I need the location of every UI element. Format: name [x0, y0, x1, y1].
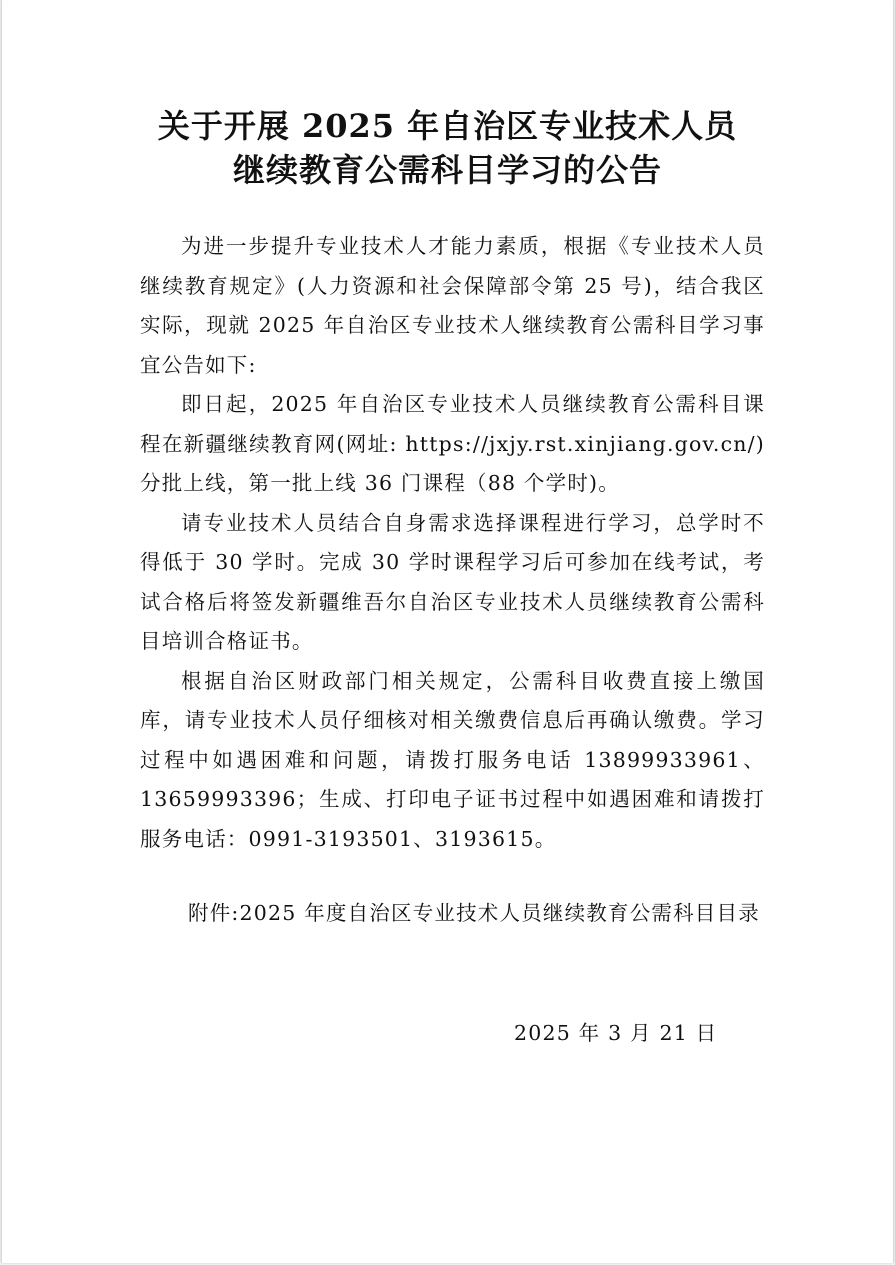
document-title	[2, 104, 893, 192]
attachment-text: 2025 年度自治区专业技术人员继续教育公需科目目录	[239, 901, 760, 925]
document-date: 2025 年 3 月 21 日	[514, 1021, 718, 1045]
paragraph-intro: 为进一步提升专业技术人才能力素质，根据《专业技术人员继续教育规定》(人力资源和社会保障部令第 25 号)，结合我区实际，现就 2025 年自治区专业技术人继续教育公需科目学习事宜公告如下:	[140, 234, 765, 377]
attachment-note	[188, 894, 768, 934]
document-page	[1, 0, 894, 1263]
document-body	[140, 227, 765, 859]
paragraph-payment-contact: 根据自治区财政部门相关规定，公需科目收费直接上缴国库，请专业技术人员仔细核对相关缴费信息后再确认缴费。学习过程中如遇困难和问题，请拨打服务电话 13899933961、13659993396；生成、打印电子证书过程中如遇困难和请拨打服务电话：0991-3193501、3193615。	[140, 668, 765, 851]
title-line-2: 继续教育公需科目学习的公告	[232, 151, 662, 189]
attachment-label: 附件:	[188, 901, 240, 925]
title-line-1: 关于开展 2025 年自治区专业技术人员	[157, 107, 738, 145]
paragraph-launch: 即日起，2025 年自治区专业技术人员继续教育公需科目课程在新疆继续教育网(网址: https://jxjy.rst.xinjiang.gov.cn/)分批上线，第一批上线 36 门课程（88 个学时)。	[140, 392, 765, 495]
paragraph-requirements: 请专业技术人员结合自身需求选择课程进行学习，总学时不得低于 30 学时。完成 30 学时课程学习后可参加在线考试，考试合格后将签发新疆维吾尔自治区专业技术人员继续教育公需科目培训合格证书。	[140, 510, 765, 653]
